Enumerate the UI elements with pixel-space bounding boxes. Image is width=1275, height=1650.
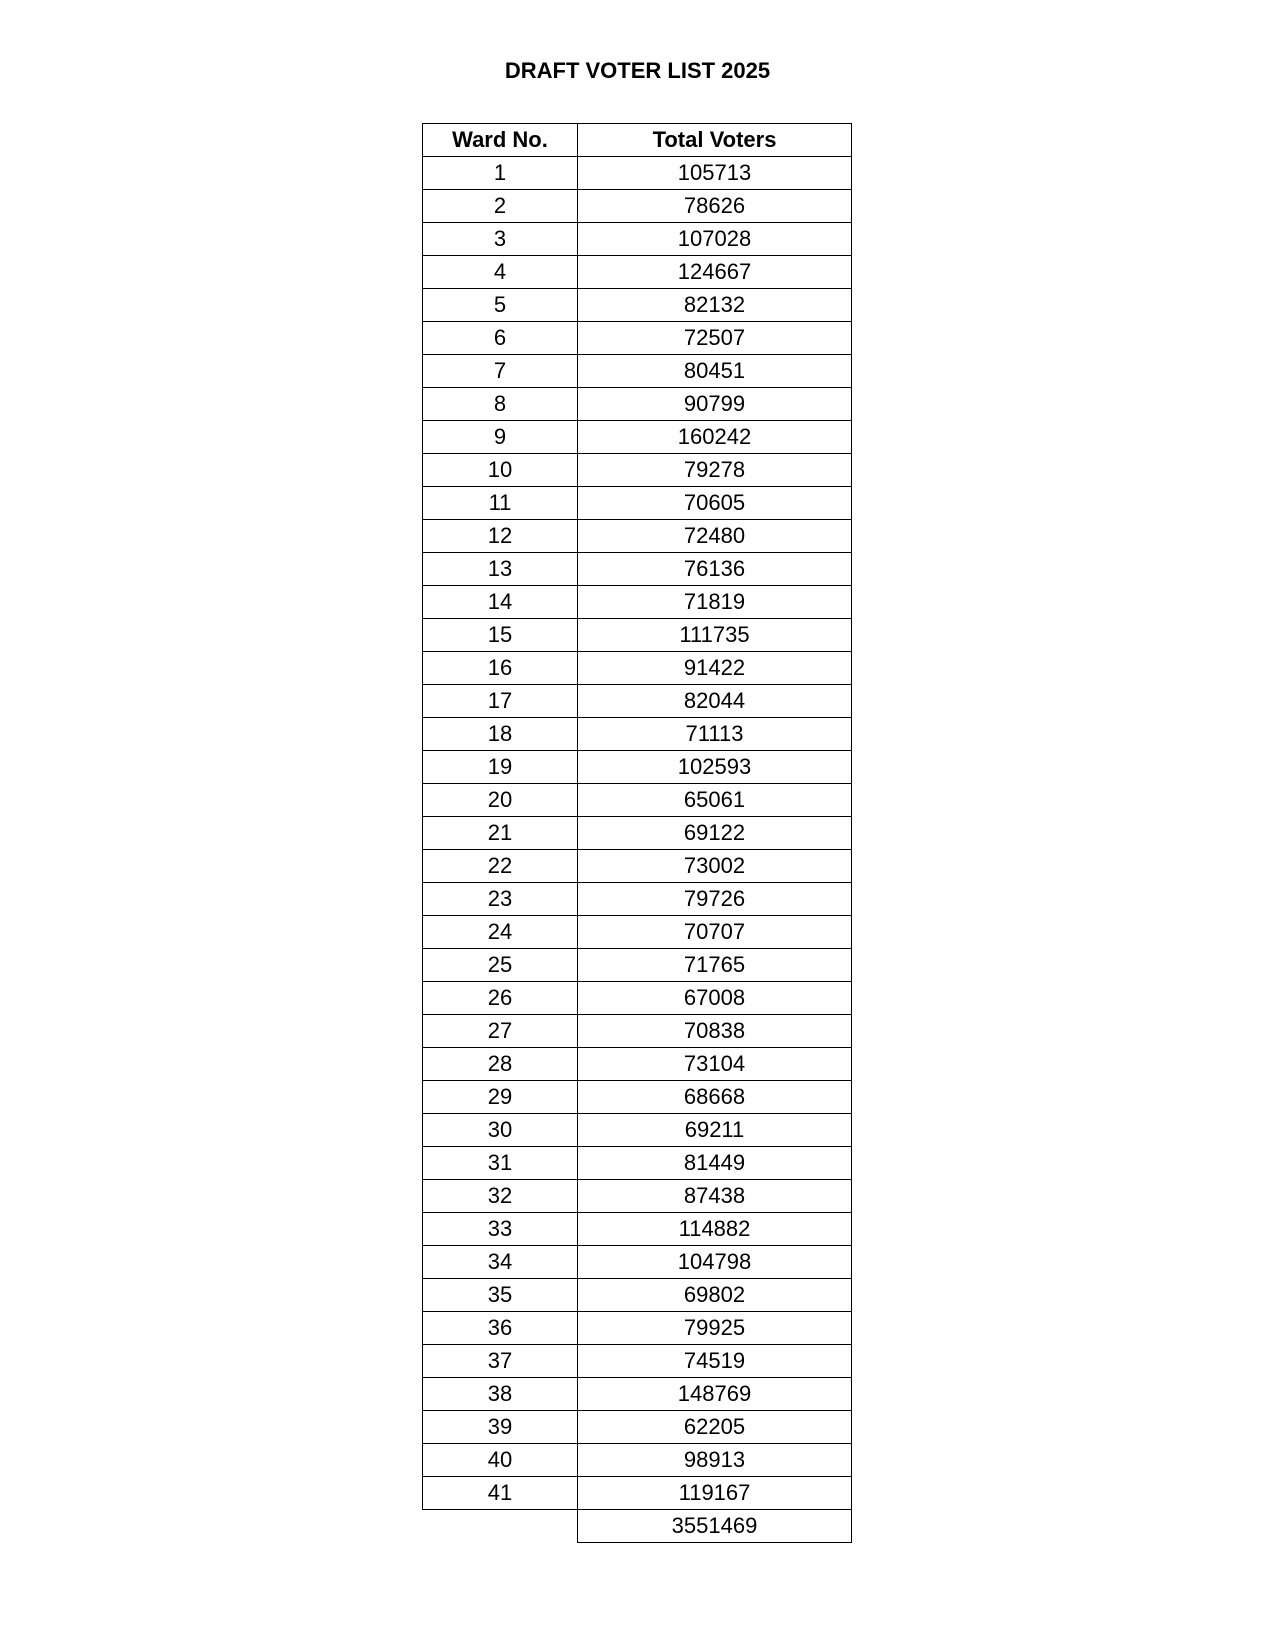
total-voters-cell: 69122 <box>578 817 852 850</box>
total-voters-cell: 81449 <box>578 1147 852 1180</box>
total-voters-cell: 80451 <box>578 355 852 388</box>
ward-no-cell: 15 <box>423 619 578 652</box>
total-voters-cell: 70838 <box>578 1015 852 1048</box>
ward-no-cell: 36 <box>423 1312 578 1345</box>
table-row <box>423 685 852 718</box>
ward-no-cell: 4 <box>423 256 578 289</box>
total-voters-cell: 62205 <box>578 1411 852 1444</box>
table-row <box>423 1048 852 1081</box>
table-row <box>423 916 852 949</box>
table-row <box>423 817 852 850</box>
ward-no-cell: 33 <box>423 1213 578 1246</box>
total-voters-cell: 71765 <box>578 949 852 982</box>
table-row <box>423 487 852 520</box>
table-row <box>423 1312 852 1345</box>
total-voters-cell: 98913 <box>578 1444 852 1477</box>
total-voters-cell: 73104 <box>578 1048 852 1081</box>
table-row <box>423 1246 852 1279</box>
ward-no-cell: 35 <box>423 1279 578 1312</box>
table-row <box>423 1213 852 1246</box>
table-row <box>423 586 852 619</box>
ward-no-cell: 2 <box>423 190 578 223</box>
ward-no-cell: 8 <box>423 388 578 421</box>
total-voters-cell: 70605 <box>578 487 852 520</box>
total-voters-cell: 102593 <box>578 751 852 784</box>
table-row <box>423 223 852 256</box>
table-row <box>423 322 852 355</box>
total-voters-cell: 69211 <box>578 1114 852 1147</box>
ward-no-cell: 10 <box>423 454 578 487</box>
ward-no-cell: 27 <box>423 1015 578 1048</box>
ward-no-cell: 28 <box>423 1048 578 1081</box>
total-voters-cell: 72480 <box>578 520 852 553</box>
table-row <box>423 850 852 883</box>
table-row <box>423 1180 852 1213</box>
ward-no-cell: 22 <box>423 850 578 883</box>
table-row <box>423 289 852 322</box>
ward-no-cell: 21 <box>423 817 578 850</box>
total-voters-cell: 72507 <box>578 322 852 355</box>
table-header-row <box>423 124 852 157</box>
ward-no-cell: 32 <box>423 1180 578 1213</box>
ward-no-header: Ward No. <box>423 124 578 157</box>
table-row <box>423 1114 852 1147</box>
ward-no-cell: 14 <box>423 586 578 619</box>
table-row <box>423 388 852 421</box>
ward-no-cell: 17 <box>423 685 578 718</box>
total-voters-cell: 82044 <box>578 685 852 718</box>
ward-no-cell: 34 <box>423 1246 578 1279</box>
total-voters-cell: 79278 <box>578 454 852 487</box>
ward-no-cell: 1 <box>423 157 578 190</box>
total-voters-cell: 73002 <box>578 850 852 883</box>
table-row <box>423 355 852 388</box>
table-row <box>423 751 852 784</box>
table-row <box>423 1477 852 1510</box>
table-row <box>423 1444 852 1477</box>
table-row <box>423 718 852 751</box>
total-voters-header: Total Voters <box>578 124 852 157</box>
table-row <box>423 1411 852 1444</box>
ward-no-cell: 30 <box>423 1114 578 1147</box>
table-row <box>423 1345 852 1378</box>
ward-no-cell: 13 <box>423 553 578 586</box>
total-voters-cell: 91422 <box>578 652 852 685</box>
ward-no-cell: 40 <box>423 1444 578 1477</box>
grand-total-row <box>423 1510 852 1543</box>
total-voters-cell: 79726 <box>578 883 852 916</box>
table-row <box>423 256 852 289</box>
total-voters-cell: 71113 <box>578 718 852 751</box>
total-voters-cell: 90799 <box>578 388 852 421</box>
table-row <box>423 1081 852 1114</box>
table-row <box>423 1378 852 1411</box>
table-row <box>423 157 852 190</box>
total-voters-cell: 107028 <box>578 223 852 256</box>
table-row <box>423 1015 852 1048</box>
table-row <box>423 1279 852 1312</box>
table-row <box>423 883 852 916</box>
ward-no-cell: 29 <box>423 1081 578 1114</box>
total-voters-cell: 74519 <box>578 1345 852 1378</box>
table-row <box>423 784 852 817</box>
ward-no-cell: 39 <box>423 1411 578 1444</box>
total-voters-cell: 68668 <box>578 1081 852 1114</box>
table-row <box>423 982 852 1015</box>
ward-no-cell: 5 <box>423 289 578 322</box>
total-voters-cell: 104798 <box>578 1246 852 1279</box>
ward-no-cell: 37 <box>423 1345 578 1378</box>
voter-table <box>422 123 852 1543</box>
table-body <box>423 157 852 1510</box>
ward-no-cell: 16 <box>423 652 578 685</box>
total-voters-cell: 79925 <box>578 1312 852 1345</box>
ward-no-cell: 7 <box>423 355 578 388</box>
total-voters-cell: 124667 <box>578 256 852 289</box>
total-voters-cell: 71819 <box>578 586 852 619</box>
ward-no-cell: 25 <box>423 949 578 982</box>
ward-no-cell: 23 <box>423 883 578 916</box>
table-row <box>423 454 852 487</box>
ward-no-cell: 24 <box>423 916 578 949</box>
ward-no-cell: 12 <box>423 520 578 553</box>
ward-no-cell: 31 <box>423 1147 578 1180</box>
total-voters-cell: 111735 <box>578 619 852 652</box>
ward-no-cell: 20 <box>423 784 578 817</box>
total-voters-cell: 119167 <box>578 1477 852 1510</box>
ward-no-cell: 9 <box>423 421 578 454</box>
total-voters-cell: 69802 <box>578 1279 852 1312</box>
table-row <box>423 190 852 223</box>
table-row <box>423 553 852 586</box>
total-voters-cell: 114882 <box>578 1213 852 1246</box>
total-voters-cell: 65061 <box>578 784 852 817</box>
page-title: DRAFT VOTER LIST 2025 <box>504 58 771 83</box>
total-voters-cell: 87438 <box>578 1180 852 1213</box>
total-voters-cell: 78626 <box>578 190 852 223</box>
ward-no-cell: 26 <box>423 982 578 1015</box>
grand-total-value: 3551469 <box>578 1510 852 1543</box>
total-voters-cell: 76136 <box>578 553 852 586</box>
total-voters-cell: 67008 <box>578 982 852 1015</box>
table-row <box>423 619 852 652</box>
table-row <box>423 421 852 454</box>
table-row <box>423 520 852 553</box>
ward-no-cell: 18 <box>423 718 578 751</box>
total-voters-cell: 70707 <box>578 916 852 949</box>
table-row <box>423 652 852 685</box>
ward-no-cell: 11 <box>423 487 578 520</box>
total-voters-cell: 105713 <box>578 157 852 190</box>
total-voters-cell: 160242 <box>578 421 852 454</box>
table-row <box>423 1147 852 1180</box>
ward-no-cell: 41 <box>423 1477 578 1510</box>
ward-no-cell: 3 <box>423 223 578 256</box>
table-row <box>423 949 852 982</box>
ward-no-cell: 38 <box>423 1378 578 1411</box>
grand-total-empty-cell <box>423 1510 578 1543</box>
ward-no-cell: 6 <box>423 322 578 355</box>
total-voters-cell: 148769 <box>578 1378 852 1411</box>
ward-no-cell: 19 <box>423 751 578 784</box>
total-voters-cell: 82132 <box>578 289 852 322</box>
